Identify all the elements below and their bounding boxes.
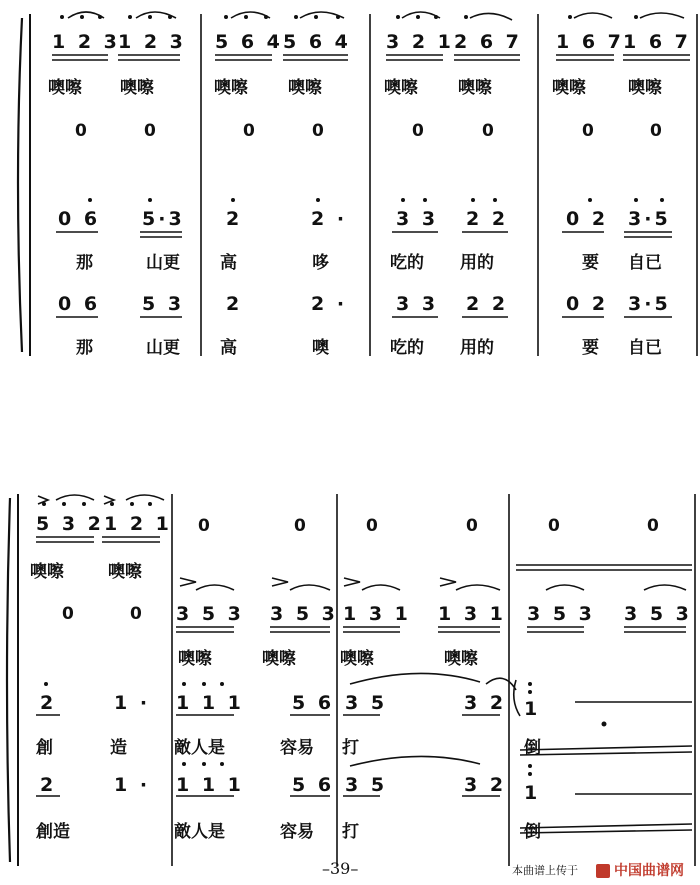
s1-r1-lyric: 噢嚓: [288, 78, 322, 98]
s2-r3-note: 3 2: [464, 692, 507, 714]
s2-r3-lyric: 造: [110, 738, 127, 758]
s1-r2-rest: 0: [243, 121, 255, 141]
s2-r4-note: 3 2: [464, 774, 507, 796]
s2-r4-note: 5 6: [292, 774, 335, 796]
s1-r2-rest: 0: [144, 121, 156, 141]
s2-r4-lyric: 倒: [524, 822, 541, 842]
s1-r2-rest: 0: [482, 121, 494, 141]
s1-r4-note: 2 ·: [311, 293, 348, 315]
s1-r2-rest: 0: [582, 121, 594, 141]
s2-r2-lyric: 噢嚓: [178, 649, 212, 669]
s2-r1-rest: 0: [647, 516, 659, 536]
site-brand[interactable]: 中国曲谱网: [614, 863, 684, 879]
s1-r2-rest: 0: [312, 121, 324, 141]
s2-r4-note: 1 ·: [114, 774, 151, 796]
s1-r1-note: 1 2 3: [52, 31, 120, 53]
s2-r3-note: 1 1 1: [176, 692, 244, 714]
s2-r3-note: 1: [524, 698, 541, 720]
s1-r3-note: 3·5: [628, 208, 671, 230]
s2-r2-rest: 0: [62, 604, 74, 624]
s1-r2-rest: 0: [75, 121, 87, 141]
s1-r3-lyric: 高: [220, 253, 237, 273]
s1-r4-lyric: 那: [76, 338, 93, 358]
s1-r3-note: 0 2: [566, 208, 609, 230]
s1-r4-note: 0 2: [566, 293, 609, 315]
s2-r1-lyric: 噢嚓: [108, 562, 142, 582]
page-number: –39–: [322, 859, 359, 878]
s1-r1-lyric: 噢嚓: [628, 78, 662, 98]
s1-r4-lyric: 山更: [146, 338, 180, 358]
s1-r4-lyric: 噢: [312, 338, 329, 358]
s2-r4-note: 1: [524, 782, 541, 804]
s1-r4-lyric: 自已: [628, 338, 662, 358]
s2-r1-lyric: 噢嚓: [30, 562, 64, 582]
s2-r2-rest: 0: [130, 604, 142, 624]
s1-r3-lyric: 哆: [312, 253, 329, 273]
s1-r3-lyric: 吃的: [390, 253, 424, 273]
s2-r4-note: 3 5: [345, 774, 388, 796]
s1-r3-note: 3 3: [396, 208, 439, 230]
s1-r1-lyric: 噢嚓: [552, 78, 586, 98]
s1-r1-lyric: 噢嚓: [384, 78, 418, 98]
s2-r2-lyric: 噢嚓: [444, 649, 478, 669]
s2-r2-note: 3 5 3: [270, 603, 338, 625]
s2-r1-rest: 0: [466, 516, 478, 536]
s2-r2-note: 1 3 1: [343, 603, 411, 625]
s2-r3-lyric: 倒: [524, 738, 541, 758]
s2-r2-note: 1 3 1: [438, 603, 506, 625]
s1-r3-note: 2 ·: [311, 208, 348, 230]
s2-r2-lyric: 噢嚓: [340, 649, 374, 669]
s1-r3-lyric: 自已: [628, 253, 662, 273]
s1-r3-note: 0 6: [58, 208, 101, 230]
s2-r1-rest: 0: [548, 516, 560, 536]
s2-r2-note: 3 5 3: [527, 603, 595, 625]
s2-r3-note: 2: [40, 692, 57, 714]
s2-r4-lyric: 容易: [280, 822, 314, 842]
s2-r4-lyric: 打: [342, 822, 359, 842]
s1-r1-lyric: 噢嚓: [458, 78, 492, 98]
s1-r1-note: 1 6 7: [556, 31, 624, 53]
s2-r4-lyric: 創造: [36, 822, 70, 842]
s1-r4-lyric: 用的: [460, 338, 494, 358]
s1-r4-note: 3·5: [628, 293, 671, 315]
s2-r1-rest: 0: [198, 516, 210, 536]
s1-r2-rest: 0: [412, 121, 424, 141]
s2-r3-note: 5 6: [292, 692, 335, 714]
s1-r1-note: 1 6 7: [623, 31, 691, 53]
s1-r4-note: 3 3: [396, 293, 439, 315]
s2-r1-note: 5 3 2: [36, 513, 104, 535]
s1-r4-note: 5 3: [142, 293, 185, 315]
s1-r1-note: 1 2 3: [118, 31, 186, 53]
s1-r4-note: 2 2: [466, 293, 509, 315]
s1-r1-lyric: 噢嚓: [120, 78, 154, 98]
s1-r1-note: 5 6 4: [283, 31, 351, 53]
site-logo-icon: [596, 864, 610, 878]
s2-r3-lyric: 打: [342, 738, 359, 758]
s2-r4-note: 2: [40, 774, 57, 796]
source-text: 本曲谱上传于: [512, 864, 578, 877]
s1-r2-rest: 0: [650, 121, 662, 141]
s1-r3-note: 2 2: [466, 208, 509, 230]
s2-r2-note: 3 5 3: [176, 603, 244, 625]
s1-r4-lyric: 吃的: [390, 338, 424, 358]
s2-r3-note: 1 ·: [114, 692, 151, 714]
s1-r4-note: 0 6: [58, 293, 101, 315]
s2-r4-lyric: 敵人是: [174, 822, 225, 842]
s1-r4-lyric: 高: [220, 338, 237, 358]
s2-r1-rest: 0: [366, 516, 378, 536]
s2-r4-note: 1 1 1: [176, 774, 244, 796]
s2-r3-note: 3 5: [345, 692, 388, 714]
s2-r1-note: 1 2 1: [104, 513, 172, 535]
s1-r1-lyric: 噢嚓: [48, 78, 82, 98]
s1-r1-lyric: 噢嚓: [214, 78, 248, 98]
s1-r1-note: 5 6 4: [215, 31, 283, 53]
s1-r3-lyric: 用的: [460, 253, 494, 273]
s2-r2-lyric: 噢嚓: [262, 649, 296, 669]
s1-r3-lyric: 山更: [146, 253, 180, 273]
s2-r3-lyric: 敵人是: [174, 738, 225, 758]
s1-r3-lyric: 要: [582, 253, 599, 273]
s1-r4-note: 2: [226, 293, 243, 315]
s1-r3-note: 2: [226, 208, 243, 230]
s1-r1-note: 3 2 1: [386, 31, 454, 53]
s1-r4-lyric: 要: [582, 338, 599, 358]
s1-r3-note: 5·3: [142, 208, 185, 230]
s1-r1-note: 2 6 7: [454, 31, 522, 53]
s1-r3-lyric: 那: [76, 253, 93, 273]
s2-r1-rest: 0: [294, 516, 306, 536]
s2-r3-lyric: 容易: [280, 738, 314, 758]
s2-r2-note: 3 5 3: [624, 603, 692, 625]
s2-r3-lyric: 創: [36, 738, 53, 758]
